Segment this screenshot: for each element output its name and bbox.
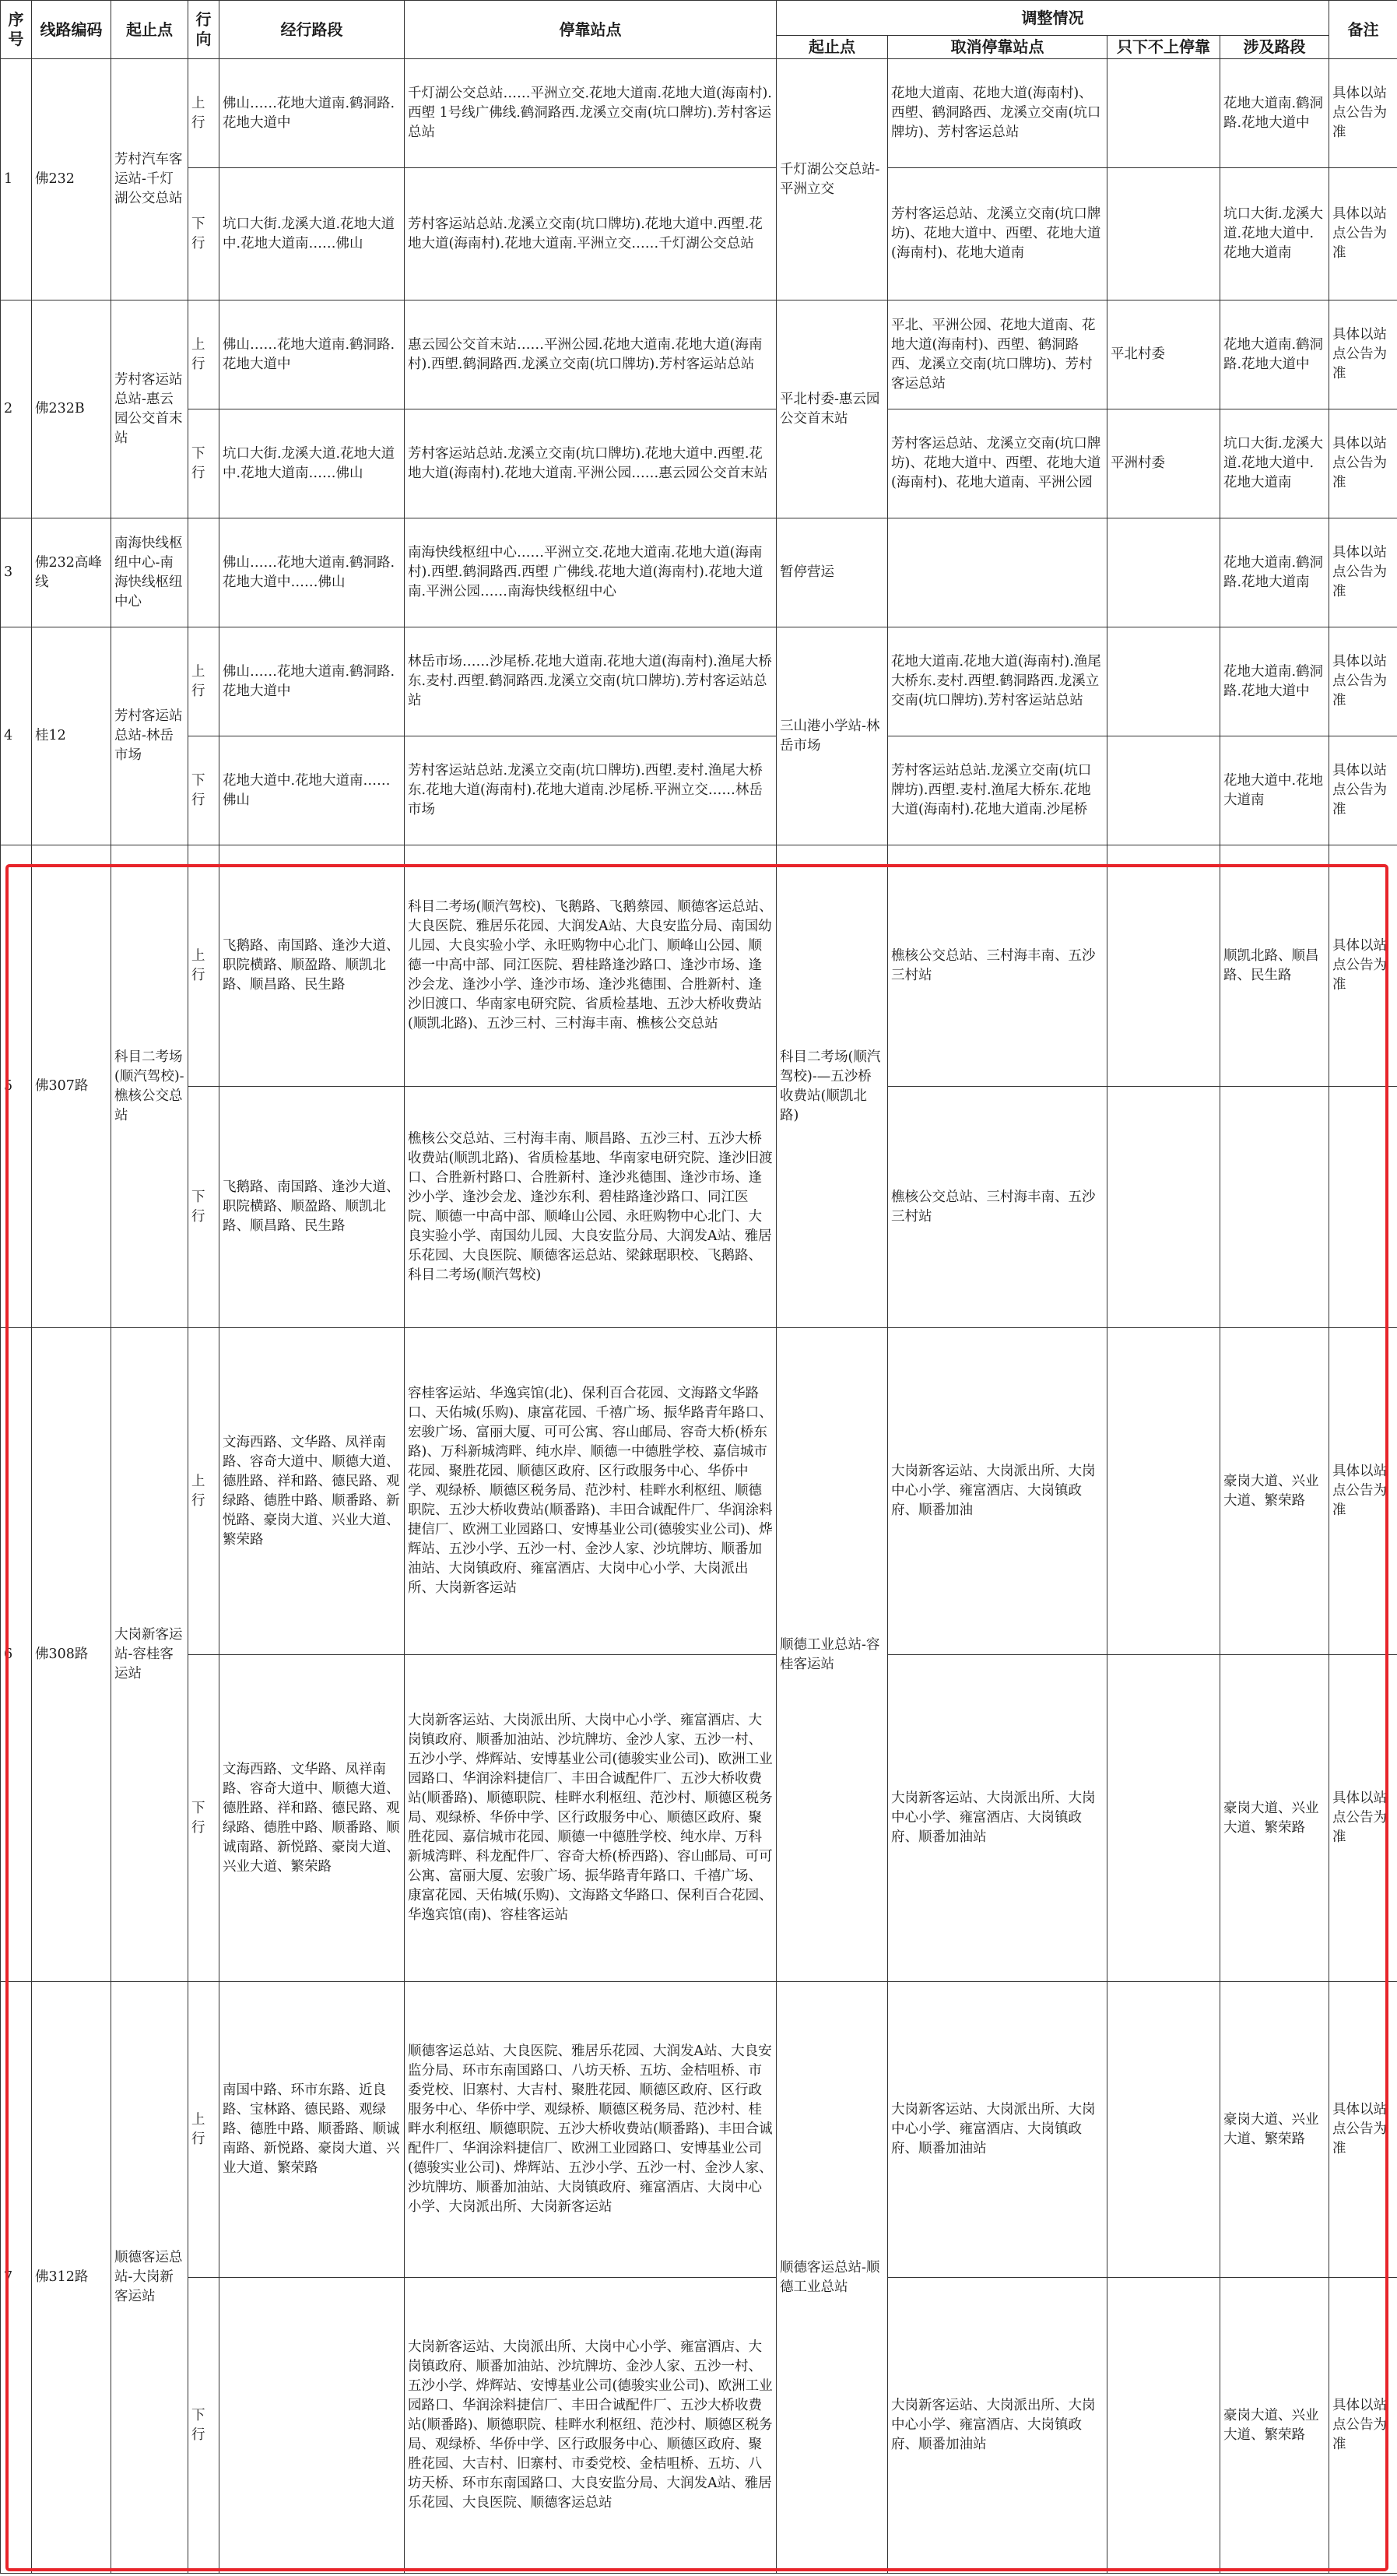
table-row xyxy=(1,300,1397,409)
row-note: 具体以站点公告为准 xyxy=(1329,845,1397,1087)
row-note: 具体以站点公告为准 xyxy=(1329,59,1397,168)
row-roads: 豪岗大道、兴业大道、繁荣路 xyxy=(1220,1655,1329,1982)
row-direction: 下行 xyxy=(188,1087,219,1328)
header-endpoints: 起止点 xyxy=(111,1,188,59)
route-adj-endpoints: 顺德客运总站-顺德工业总站 xyxy=(777,1982,888,2574)
route-adj-endpoints: 科目二考场(顺汽驾校)-—五沙桥收费站(顺凯北路) xyxy=(777,845,888,1328)
header-adj-roads: 涉及路段 xyxy=(1220,36,1329,59)
header-remark: 备注 xyxy=(1329,1,1397,59)
route-code: 佛307路 xyxy=(32,845,111,1328)
route-endpoints: 南海快线枢纽中心-南海快线枢纽中心 xyxy=(111,518,188,627)
route-seq: 4 xyxy=(1,627,32,845)
table-row xyxy=(1,59,1397,168)
row-cancel: 大岗新客运站、大岗派出所、大岗中心小学、雍富酒店、大岗镇政府、顺番加油站 xyxy=(888,1655,1107,1982)
route-adj-endpoints: 顺德工业总站-容桂客运站 xyxy=(777,1328,888,1982)
row-direction: 上行 xyxy=(188,300,219,409)
row-roads: 豪岗大道、兴业大道、繁荣路 xyxy=(1220,2278,1329,2574)
route-seq: 2 xyxy=(1,300,32,518)
row-stops: 顺德客运总站、大良医院、雅居乐花园、大润发A站、大良安监分局、环市东南国路口、八坊天桥、五坊、金桔咀桥、市委党校、旧寨村、大吉村、聚胜花园、顺德区政府、区行政服务中心、华侨中学、观绿桥、顺德区税务局、范沙村、桂畔水利枢纽、顺德职院、五沙大桥收费站(顺番路)、丰田合诚配件厂、华润涂料捷信厂、欧洲工业园路口、安博基业公司(德骏实业公司)、烨辉站、五沙小学、五沙一村、金沙人家、沙坑牌坊、顺番加油站、大岗镇政府、雍富酒店、大岗中心小学、大岗派出所、大岗新客运站 xyxy=(405,1982,777,2278)
row-cancel: 芳村客运总站、龙溪立交南(坑口牌坊)、花地大道中、西塱、花地大道(海南村)、花地大道南 xyxy=(888,168,1107,300)
row-note: 具体以站点公告为准 xyxy=(1329,627,1397,736)
row-cancel: 平北、平洲公园、花地大道南、花地大道(海南村)、西塱、鹤洞路西、龙溪立交南(坑口牌坊)、芳村客运总站 xyxy=(888,300,1107,409)
row-stops: 千灯湖公交总站……平洲立交.花地大道南.花地大道(海南村).西塱 1号线广佛线.鹤洞路西.龙溪立交南(坑口牌坊).芳村客运总站 xyxy=(405,59,777,168)
row-dropoff xyxy=(1107,627,1220,736)
row-direction xyxy=(188,518,219,627)
header-direction: 行向 xyxy=(188,1,219,59)
route-adj-endpoints: 暂停营运 xyxy=(777,518,888,627)
row-note: 具体以站点公告为准 xyxy=(1329,2278,1397,2574)
route-seq: 5 xyxy=(1,845,32,1328)
route-code: 佛308路 xyxy=(32,1328,111,1982)
row-route: 坑口大街.龙溪大道.花地大道中.花地大道南……佛山 xyxy=(219,409,405,518)
route-seq: 3 xyxy=(1,518,32,627)
table-row xyxy=(1,627,1397,736)
table-row xyxy=(1,409,1397,518)
route-code: 佛232B xyxy=(32,300,111,518)
route-endpoints: 芳村客运站总站-惠云园公交首末站 xyxy=(111,300,188,518)
row-route: 坑口大街.龙溪大道.花地大道中.花地大道南……佛山 xyxy=(219,168,405,300)
route-adj-endpoints: 千灯湖公交总站-平洲立交 xyxy=(777,59,888,300)
row-roads: 坑口大街.龙溪大道.花地大道中.花地大道南 xyxy=(1220,168,1329,300)
row-route: 文海西路、文华路、凤祥南路、容奇大道中、顺德大道、德胜路、祥和路、德民路、观绿路、德胜中路、顺番路、顺诚南路、新悦路、豪岗大道、兴业大道、繁荣路 xyxy=(219,1655,405,1982)
row-dropoff xyxy=(1107,168,1220,300)
row-dropoff: 平洲村委 xyxy=(1107,409,1220,518)
row-cancel: 芳村客运总站、龙溪立交南(坑口牌坊)、花地大道中、西塱、花地大道(海南村)、花地大道南、平洲公园 xyxy=(888,409,1107,518)
row-dropoff: 平北村委 xyxy=(1107,300,1220,409)
table-row xyxy=(1,1328,1397,1655)
row-stops: 芳村客运站总站.龙溪立交南(坑口牌坊).花地大道中.西塱.花地大道(海南村).花地大道南.平洲立交……千灯湖公交总站 xyxy=(405,168,777,300)
row-note: 具体以站点公告为准 xyxy=(1329,518,1397,627)
table-row xyxy=(1,2278,1397,2574)
row-roads: 花地大道中.花地大道南 xyxy=(1220,736,1329,845)
row-stops: 容桂客运站、华逸宾馆(北)、保利百合花园、文海路文华路口、天佑城(乐购)、康富花园、千禧广场、振华路青年路口、宏骏广场、富丽大厦、可可公寓、容山邮局、容奇大桥(桥东路)、万科新城湾畔、纯水岸、顺德一中德胜学校、嘉信城市花园、聚胜花园、顺德区政府、区行政服务中心、华侨中学、观绿桥、顺德区税务局、范沙村、桂畔水利枢纽、顺德职院、五沙大桥收费站(顺番路)、丰田合诚配件厂、华润涂料捷信厂、欧洲工业园路口、安博基业公司(德骏实业公司)、烨辉站、五沙小学、五沙一村、金沙人家、沙坑牌坊、顺番加油站、大岗镇政府、雍富酒店、大岗中心小学、大岗派出所、大岗新客运站 xyxy=(405,1328,777,1655)
row-direction: 下行 xyxy=(188,2278,219,2574)
route-code: 桂12 xyxy=(32,627,111,845)
row-roads: 坑口大街.龙溪大道.花地大道中.花地大道南 xyxy=(1220,409,1329,518)
row-route: 飞鹅路、南国路、逢沙大道、职院横路、顺盈路、顺凯北路、顺昌路、民生路 xyxy=(219,1087,405,1328)
row-note: 具体以站点公告为准 xyxy=(1329,1328,1397,1655)
row-cancel: 花地大道南.花地大道(海南村).渔尾大桥东.麦村.西塱.鹤洞路西.龙溪立交南(坑口牌坊).芳村客运站总站 xyxy=(888,627,1107,736)
row-cancel: 大岗新客运站、大岗派出所、大岗中心小学、雍富酒店、大岗镇政府、顺番加油站 xyxy=(888,1982,1107,2278)
route-adj-endpoints: 平北村委-惠云园公交首末站 xyxy=(777,300,888,518)
row-route: 花地大道中.花地大道南……佛山 xyxy=(219,736,405,845)
row-dropoff xyxy=(1107,1655,1220,1982)
row-route xyxy=(219,2278,405,2574)
table-row xyxy=(1,845,1397,1087)
row-stops: 樵核公交总站、三村海丰南、顺昌路、五沙三村、五沙大桥收费站(顺凯北路)、省质检基地、华南家电研究院、逢沙旧渡口、合胜新村路口、合胜新村、逢沙兆德围、逢沙市场、逢沙小学、逢沙会龙、逢沙东利、碧桂路逢沙路口、同江医院、顺德一中高中部、顺峰山公园、永旺购物中心北门、大良实验小学、南国幼儿园、大良安监分局、大润发A站、雅居乐花园、大良医院、顺德客运总站、梁銶琚职校、飞鹅路、科目二考场(顺汽驾校) xyxy=(405,1087,777,1328)
row-route: 佛山……花地大道南.鹤洞路.花地大道中……佛山 xyxy=(219,518,405,627)
row-direction: 上行 xyxy=(188,59,219,168)
route-seq: 7 xyxy=(1,1982,32,2574)
row-stops: 南海快线枢纽中心……平洲立交.花地大道南.花地大道(海南村).西塱.鹤洞路西.西塱 广佛线.花地大道(海南村).花地大道南.平洲公园……南海快线枢纽中心 xyxy=(405,518,777,627)
row-cancel: 大岗新客运站、大岗派出所、大岗中心小学、雍富酒店、大岗镇政府、顺番加油站 xyxy=(888,2278,1107,2574)
row-dropoff xyxy=(1107,2278,1220,2574)
table-row xyxy=(1,1982,1397,2278)
table-row xyxy=(1,168,1397,300)
row-note xyxy=(1329,1087,1397,1328)
row-cancel xyxy=(888,518,1107,627)
header-adj-endpoints: 起止点 xyxy=(777,36,888,59)
row-route: 佛山……花地大道南.鹤洞路.花地大道中 xyxy=(219,627,405,736)
route-seq: 6 xyxy=(1,1328,32,1982)
row-route: 佛山……花地大道南.鹤洞路.花地大道中 xyxy=(219,59,405,168)
row-direction: 下行 xyxy=(188,1655,219,1982)
row-roads: 顺凯北路、顺昌路、民生路 xyxy=(1220,845,1329,1087)
row-direction: 上行 xyxy=(188,845,219,1087)
row-dropoff xyxy=(1107,736,1220,845)
header-seq: 序号 xyxy=(1,1,32,59)
table-row xyxy=(1,736,1397,845)
row-direction: 上行 xyxy=(188,627,219,736)
row-stops: 大岗新客运站、大岗派出所、大岗中心小学、雍富酒店、大岗镇政府、顺番加油站、沙坑牌坊、金沙人家、五沙一村、五沙小学、烨辉站、安博基业公司(德骏实业公司)、欧洲工业园路口、华润涂料捷信厂、丰田合诚配件厂、五沙大桥收费站(顺番路)、顺德职院、桂畔水利枢纽、范沙村、顺德区税务局、观绿桥、华侨中学、区行政服务中心、顺德区政府、聚胜花园、嘉信城市花园、顺德一中德胜学校、纯水岸、万科新城湾畔、科龙配件厂、容奇大桥(桥西路)、容山邮局、可可公寓、富丽大厦、宏骏广场、振华路青年路口、千禧广场、康富花园、天佑城(乐购)、文海路文华路口、保利百合花园、华逸宾馆(南)、容桂客运站 xyxy=(405,1655,777,1982)
row-cancel: 芳村客运站总站.龙溪立交南(坑口牌坊).西塱.麦村.渔尾大桥东.花地大道(海南村).花地大道南.沙尾桥 xyxy=(888,736,1107,845)
row-stops: 科目二考场(顺汽驾校)、飞鹅路、飞鹅蔡园、顺德客运总站、大良医院、雅居乐花园、大润发A站、大良安监分局、南国幼儿园、大良实验小学、永旺购物中心北门、顺峰山公园、顺德一中高中部、同江医院、碧桂路逢沙路口、逢沙市场、逢沙会龙、逢沙小学、逢沙市场、逢沙兆德围、合胜新村、逢沙旧渡口、华南家电研究院、省质检基地、五沙大桥收费站(顺凯北路)、五沙三村、三村海丰南、樵核公交总站 xyxy=(405,845,777,1087)
route-code: 佛312路 xyxy=(32,1982,111,2574)
row-direction: 下行 xyxy=(188,409,219,518)
route-endpoints: 大岗新客运站-容桂客运站 xyxy=(111,1328,188,1982)
row-stops: 林岳市场……沙尾桥.花地大道南.花地大道(海南村).渔尾大桥东.麦村.西塱.鹤洞路西.龙溪立交南(坑口牌坊).芳村客运站总站 xyxy=(405,627,777,736)
row-note: 具体以站点公告为准 xyxy=(1329,1982,1397,2278)
row-route: 飞鹅路、南国路、逢沙大道、职院横路、顺盈路、顺凯北路、顺昌路、民生路 xyxy=(219,845,405,1087)
row-route: 佛山……花地大道南.鹤洞路.花地大道中 xyxy=(219,300,405,409)
row-roads xyxy=(1220,1087,1329,1328)
route-endpoints: 芳村客运站总站-林岳市场 xyxy=(111,627,188,845)
row-note: 具体以站点公告为准 xyxy=(1329,168,1397,300)
row-dropoff xyxy=(1107,1982,1220,2278)
row-roads: 花地大道南.鹤洞路.花地大道中 xyxy=(1220,300,1329,409)
header-stops: 停靠站点 xyxy=(405,1,777,59)
route-code: 佛232 xyxy=(32,59,111,300)
row-dropoff xyxy=(1107,518,1220,627)
row-note: 具体以站点公告为准 xyxy=(1329,409,1397,518)
row-stops: 芳村客运站总站.龙溪立交南(坑口牌坊).花地大道中.西塱.花地大道(海南村).花地大道南.平洲公园……惠云园公交首末站 xyxy=(405,409,777,518)
row-stops: 芳村客运站总站.龙溪立交南(坑口牌坊).西塱.麦村.渔尾大桥东.花地大道(海南村).花地大道南.沙尾桥.平洲立交……林岳市场 xyxy=(405,736,777,845)
header-code: 线路编码 xyxy=(32,1,111,59)
row-dropoff xyxy=(1107,1328,1220,1655)
row-stops: 大岗新客运站、大岗派出所、大岗中心小学、雍富酒店、大岗镇政府、顺番加油站、沙坑牌坊、金沙人家、五沙一村、五沙小学、烨辉站、安博基业公司(德骏实业公司)、欧洲工业园路口、华润涂料捷信厂、丰田合诚配件厂、五沙大桥收费站(顺番路)、顺德职院、桂畔水利枢纽、范沙村、顺德区税务局、观绿桥、华侨中学、区行政服务中心、顺德区政府、聚胜花园、大吉村、旧寨村、市委党校、金桔咀桥、五坊、八坊天桥、环市东南国路口、大良安监分局、大润发A站、雅居乐花园、大良医院、顺德客运总站 xyxy=(405,2278,777,2574)
header-adj-cancel: 取消停靠站点 xyxy=(888,36,1107,59)
table-row xyxy=(1,518,1397,627)
row-note: 具体以站点公告为准 xyxy=(1329,300,1397,409)
header-adj-dropoff: 只下不上停靠 xyxy=(1107,36,1220,59)
row-direction: 下行 xyxy=(188,736,219,845)
row-roads: 豪岗大道、兴业大道、繁荣路 xyxy=(1220,1982,1329,2278)
row-route: 文海西路、文华路、凤祥南路、容奇大道中、顺德大道、德胜路、祥和路、德民路、观绿路、德胜中路、顺番路、新悦路、豪岗大道、兴业大道、繁荣路 xyxy=(219,1328,405,1655)
route-endpoints: 芳村汽车客运站-千灯湖公交总站 xyxy=(111,59,188,300)
row-cancel: 花地大道南、花地大道(海南村)、西塱、鹤洞路西、龙溪立交南(坑口牌坊)、芳村客运总站 xyxy=(888,59,1107,168)
table-row xyxy=(1,1087,1397,1328)
row-direction: 上行 xyxy=(188,1982,219,2278)
row-note: 具体以站点公告为准 xyxy=(1329,1655,1397,1982)
route-adj-endpoints: 三山港小学站-林岳市场 xyxy=(777,627,888,845)
row-cancel: 樵核公交总站、三村海丰南、五沙三村站 xyxy=(888,845,1107,1087)
row-dropoff xyxy=(1107,845,1220,1087)
row-route: 南国中路、环市东路、近良路、宝林路、德民路、观绿路、德胜中路、顺番路、顺诚南路、新悦路、豪岗大道、兴业大道、繁荣路 xyxy=(219,1982,405,2278)
row-dropoff xyxy=(1107,59,1220,168)
row-cancel: 大岗新客运站、大岗派出所、大岗中心小学、雍富酒店、大岗镇政府、顺番加油 xyxy=(888,1328,1107,1655)
row-stops: 惠云园公交首末站……平洲公园.花地大道南.花地大道(海南村).西塱.鹤洞路西.龙溪立交南(坑口牌坊).芳村客运站总站 xyxy=(405,300,777,409)
route-seq: 1 xyxy=(1,59,32,300)
row-roads: 豪岗大道、兴业大道、繁荣路 xyxy=(1220,1328,1329,1655)
row-roads: 花地大道南.鹤洞路.花地大道南 xyxy=(1220,518,1329,627)
route-endpoints: 科目二考场(顺汽驾校)-樵核公交总站 xyxy=(111,845,188,1328)
row-direction: 上行 xyxy=(188,1328,219,1655)
row-cancel: 樵核公交总站、三村海丰南、五沙三村站 xyxy=(888,1087,1107,1328)
header-adjustment: 调整情况 xyxy=(777,1,1329,36)
row-note: 具体以站点公告为准 xyxy=(1329,736,1397,845)
route-code: 佛232高峰线 xyxy=(32,518,111,627)
route-endpoints: 顺德客运总站-大岗新客运站 xyxy=(111,1982,188,2574)
row-direction: 下行 xyxy=(188,168,219,300)
table-row xyxy=(1,1655,1397,1982)
row-roads: 花地大道南.鹤洞路.花地大道中 xyxy=(1220,627,1329,736)
row-dropoff xyxy=(1107,1087,1220,1328)
header-route: 经行路段 xyxy=(219,1,405,59)
row-roads: 花地大道南.鹤洞路.花地大道中 xyxy=(1220,59,1329,168)
